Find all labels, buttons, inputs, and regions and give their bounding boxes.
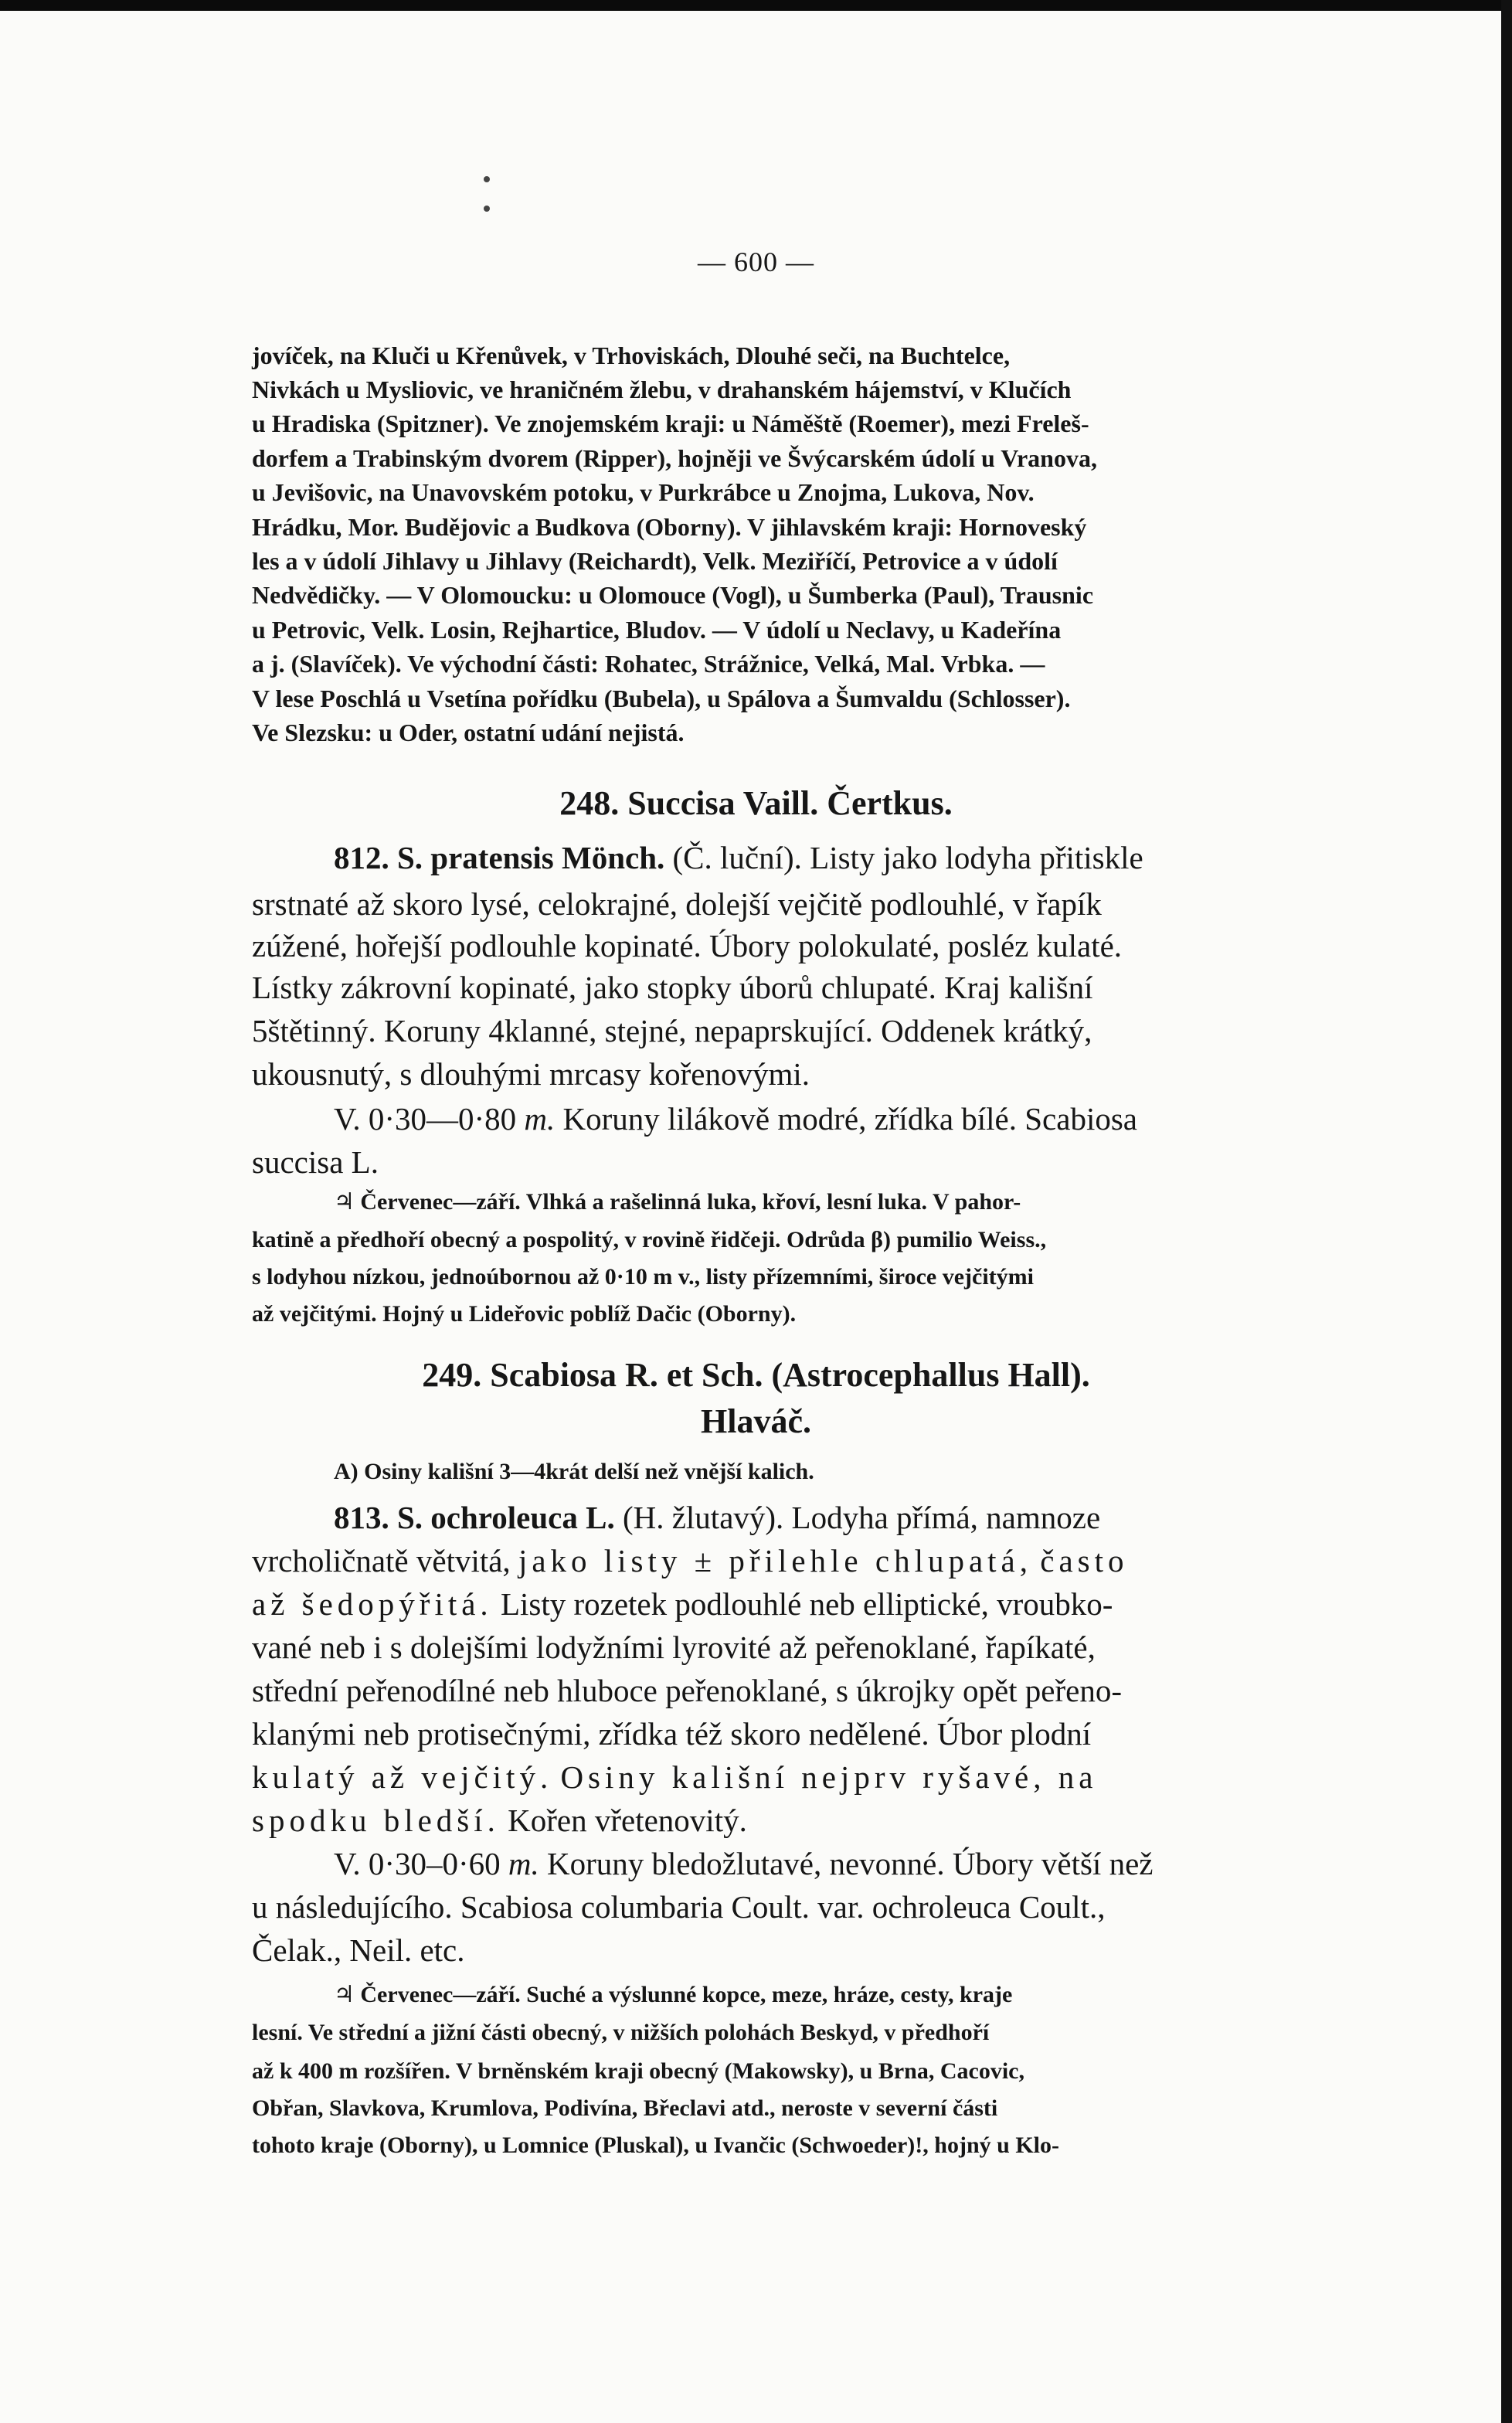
genus-heading-249: 249. Scabiosa R. et Sch. (Astrocephallus Hall).	[422, 1356, 1090, 1394]
species-description: (Č. luční). Listy jako lodyha přitiskle	[672, 840, 1143, 875]
species-name-812: 812. S. pratensis Mönch.	[334, 840, 665, 875]
text-line: Čelak., Neil. etc.	[252, 1932, 465, 1968]
text-line: u následujícího. Scabiosa columbaria Coult. var. ochroleuca Coult.,	[252, 1889, 1106, 1925]
text-line: klanými neb protisečnými, zřídka též skoro nedělené. Úbor plodní	[252, 1716, 1092, 1752]
text-line: střední peřenodílné neb hluboce peřenoklané, s úkrojky opět peřeno-	[252, 1673, 1122, 1708]
text-line: les a v údolí Jihlavy u Jihlavy (Reichardt), Velk. Meziříčí, Petrovice a v údolí	[252, 547, 1058, 575]
scan-edge-right	[1501, 0, 1512, 2423]
spaced-emphasis: spodku bledší.	[252, 1803, 500, 1838]
scan-edge-top	[0, 0, 1512, 11]
corolla-description: Koruny bledožlutavé, nevonné. Úbory větší než	[547, 1846, 1154, 1881]
unit-metres: m.	[524, 1101, 556, 1137]
text-line: ♃ Červenec—září. Vlhká a rašelinná luka, křoví, lesní luka. V pahor-	[334, 1189, 1021, 1215]
text-line: Hrádku, Mor. Budějovic a Budkova (Oborny). V jihlavském kraji: Hornoveský	[252, 513, 1087, 541]
text-line: u Jevišovic, na Unavovském potoku, v Purkrábce u Znojma, Lukova, Nov.	[252, 478, 1035, 506]
text-line: a j. (Slavíček). Ve východní části: Rohatec, Strážnice, Velká, Mal. Vrbka. —	[252, 650, 1045, 678]
text-span: Listy rozetek podlouhlé neb elliptické, vroubko-	[500, 1586, 1113, 1622]
text-line: s lodyhou nízkou, jednoúbornou až 0·10 m v., listy přízemními, široce vejčitými	[252, 1264, 1034, 1290]
text-line: V lese Poschlá u Vsetína pořídku (Bubela), u Spálova a Šumvaldu (Schlosser).	[252, 685, 1071, 712]
text-line: tohoto kraje (Oborny), u Lomnice (Pluskal), u Ivančic (Schwoeder)!, hojný u Klo-	[252, 2132, 1059, 2158]
text-line: zúžené, hořejší podlouhle kopinaté. Úbory polokulaté, posléz kulaté.	[252, 928, 1123, 963]
text-line: Lístky zákrovní kopinaté, jako stopky úborů chlupaté. Kraj kališní	[252, 970, 1093, 1005]
text-line: Nivkách u Mysliovic, ve hraničném žlebu, v drahanském hájemství, v Klučích	[252, 376, 1072, 403]
unit-metres: m.	[508, 1846, 539, 1881]
spaced-emphasis: až šedopýřitá.	[252, 1586, 493, 1622]
spaced-emphasis: jako listy ± přilehle chlupatá,	[518, 1543, 1033, 1579]
spaced-emphasis: kulatý až vejčitý.	[252, 1759, 553, 1795]
genus-heading-248: 248. Succisa Vaill. Čertkus.	[559, 784, 953, 822]
spaced-emphasis: Osiny kališní nejprv ryšavé, na	[560, 1759, 1098, 1795]
text-span: Kořen vřetenovitý.	[508, 1803, 747, 1838]
text-line: succisa L.	[252, 1144, 379, 1180]
text-line: Ve Slezsku: u Oder, ostatní udání nejistá.	[252, 719, 685, 746]
height-range: V. 0·30–0·60	[334, 1846, 501, 1881]
text-line: u Petrovic, Velk. Losin, Rejhartice, Bludov. — V údolí u Neclavy, u Kadeřína	[252, 616, 1062, 644]
scan-speck	[484, 176, 490, 182]
text-line: srstnaté až skoro lysé, celokrajné, dolejší vejčitě podlouhlé, v řapík	[252, 886, 1102, 922]
text-line: vané neb i s dolejšími lodyžními lyrovité až peřenoklané, řapíkaté,	[252, 1629, 1096, 1665]
text-line: Obřan, Slavkova, Krumlova, Podivína, Břeclavi atd., neroste v severní části	[252, 2095, 998, 2121]
text-span: často	[1040, 1543, 1129, 1579]
text-line: lesní. Ve střední a jižní části obecný, v nižších polohách Beskyd, v předhoří	[252, 2020, 990, 2045]
species-name-813: 813. S. ochroleuca L.	[334, 1500, 615, 1535]
text-line: 5štětinný. Koruny 4klanné, stejné, nepaprskující. Oddenek krátký,	[252, 1013, 1092, 1048]
page-number: — 600 —	[698, 246, 814, 277]
text-line: až k 400 m rozšířen. V brněnském kraji obecný (Makowsky), u Brna, Cacovic,	[252, 2058, 1024, 2084]
text-line: ♃ Červenec—září. Suché a výslunné kopce, meze, hráze, cesty, kraje	[334, 1982, 1013, 2007]
species-description: (H. žlutavý). Lodyha přímá, namnoze	[622, 1500, 1101, 1535]
scan-speck	[484, 206, 490, 212]
text-line: ukousnutý, s dlouhými mrcasy kořenovými.	[252, 1056, 810, 1092]
text-line: u Hradiska (Spitzner). Ve znojemském kraji: u Náměště (Roemer), mezi Freleš-	[252, 409, 1089, 437]
text-line: dorfem a Trabinským dvorem (Ripper), hojněji ve Švýcarském údolí u Vranova,	[252, 444, 1097, 472]
text-line: až vejčitými. Hojný u Lideřovic poblíž Dačic (Oborny).	[252, 1301, 797, 1327]
key-entry-a: A) Osiny kališní 3—4krát delší než vnější kalich.	[334, 1459, 814, 1484]
corolla-description: Koruny lilákově modré, zřídka bílé. Scabiosa	[562, 1101, 1137, 1137]
genus-common-name: Hlaváč.	[701, 1402, 811, 1440]
text-line: Nedvědičky. — V Olomoucku: u Olomouce (Vogl), u Šumberka (Paul), Trausnic	[252, 581, 1094, 609]
text-line: katině a předhoří obecný a pospolitý, v rovině řidčeji. Odrůda β) pumilio Weiss.,	[252, 1227, 1047, 1252]
text-line: jovíček, na Kluči u Křenůvek, v Trhoviskách, Dlouhé seči, na Buchtelce,	[252, 342, 1011, 369]
text-span: vrcholičnatě větvitá,	[252, 1543, 511, 1579]
height-range: V. 0·30—0·80	[334, 1101, 517, 1137]
